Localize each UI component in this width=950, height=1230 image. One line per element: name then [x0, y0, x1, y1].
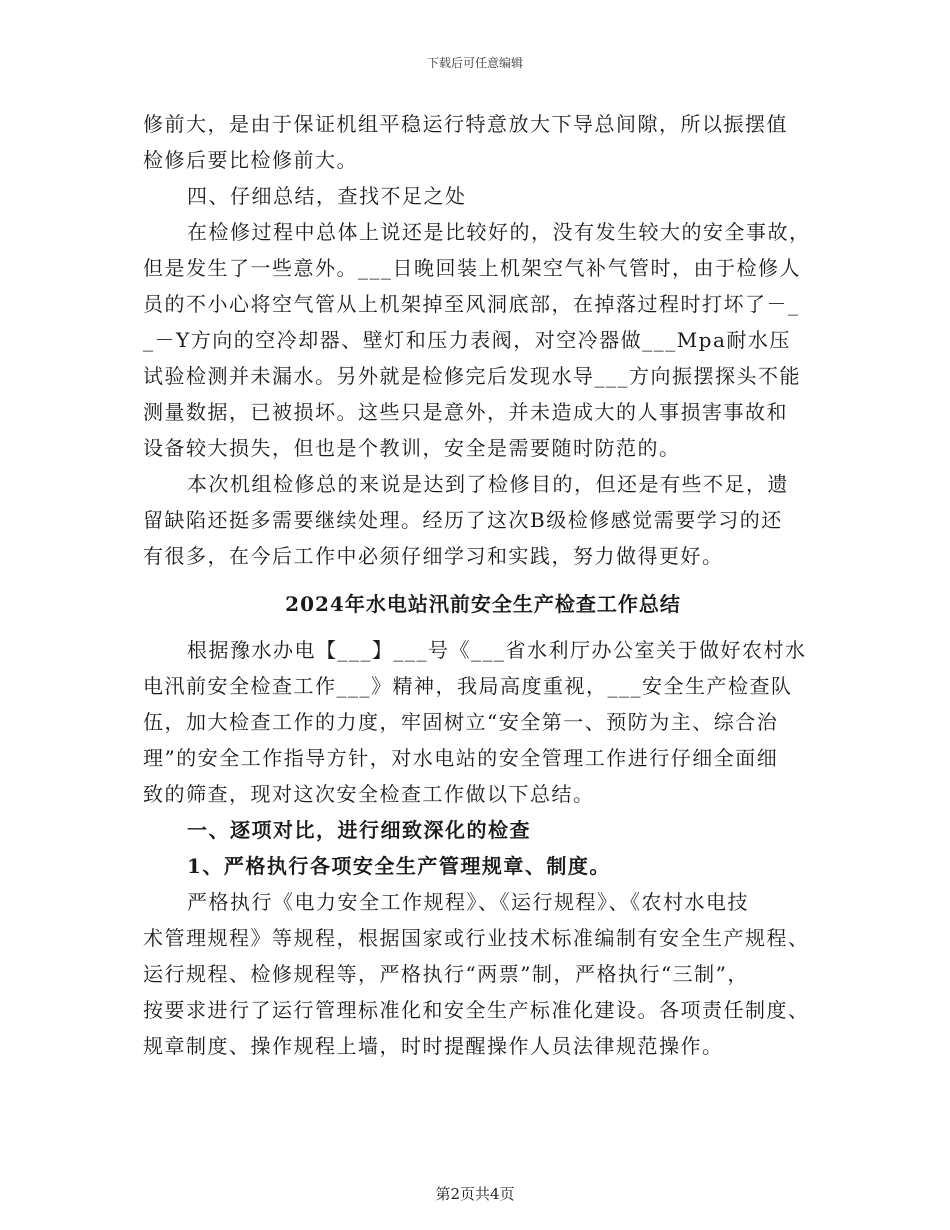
text-line: 电汛前安全检查工作___》精神，我局高度重视，___安全生产检查队 — [143, 674, 793, 698]
text-line: 运行规程、检修规程等，严格执行“两票”制，严格执行“三制”， — [143, 962, 749, 986]
text-line: 修前大，是由于保证机组平稳运行特意放大下导总间隙，所以振摆值 — [143, 112, 788, 136]
text-line: 理”的安全工作指导方针，对水电站的安全管理工作进行仔细全面细 — [143, 746, 779, 770]
text-line: 术管理规程》等规程，根据国家或行业技术标准编制有安全生产规程、 — [143, 926, 810, 950]
text-line: 检修后要比检修前大。 — [143, 148, 358, 172]
document-title: 2024年水电站汛前安全生产检查工作总结 — [285, 592, 681, 616]
section-heading-4: 四、仔细总结，查找不足之处 — [187, 184, 467, 208]
text-line: 致的筛查，现对这次安全检查工作做以下总结。 — [143, 782, 595, 806]
text-line: 严格执行《电力安全工作规程》、《运行规程》、《农村水电技 — [187, 890, 749, 914]
text-line: 本次机组检修总的来说是达到了检修目的，但还是有些不足，遗 — [187, 472, 789, 496]
text-line: _－Y方向的空冷却器、壁灯和压力表阀，对空冷器做___Mpa耐水压 — [143, 328, 791, 352]
text-line: 按要求进行了运行管理标准化和安全生产标准化建设。各项责任制度、 — [143, 998, 810, 1022]
header-note: 下载后可任意编辑 — [426, 56, 523, 70]
text-line: 根据豫水办电【___】___号《___省水利厅办公室关于做好农村水 — [187, 638, 807, 662]
text-line: 测量数据，已被损坏。这些只是意外，并未造成大的人事损害事故和 — [143, 400, 788, 424]
page-number: 第2页共4页 — [435, 1185, 515, 1203]
text-line: 在检修过程中总体上说还是比较好的，没有发生较大的安全事故， — [187, 220, 811, 244]
text-line: 规章制度、操作规程上墙，时时提醒操作人员法律规范操作。 — [143, 1034, 724, 1058]
text-line: 试验检测并未漏水。另外就是检修完后发现水导___方向振摆探头不能 — [143, 364, 801, 388]
text-line: 有很多，在今后工作中必须仔细学习和实践，努力做得更好。 — [143, 544, 724, 568]
text-line: 留缺陷还挺多需要继续处理。经历了这次B级检修感觉需要学习的还 — [143, 508, 783, 532]
subsection-heading-1: 1、严格执行各项安全生产管理规章、制度。 — [187, 854, 611, 878]
text-line: 设备较大损失，但也是个教训，安全是需要随时防范的。 — [143, 436, 681, 460]
text-line: 但是发生了一些意外。___日晚回装上机架空气补气管时，由于检修人 — [143, 256, 801, 280]
document-body — [143, 106, 843, 1064]
text-line: 伍，加大检查工作的力度，牢固树立“安全第一、预防为主、综合治 — [143, 710, 779, 734]
text-line: 员的不小心将空气管从上机架掉至风洞底部，在掉落过程时打坏了－_ — [143, 292, 800, 316]
section-heading-1: 一、逐项对比，进行细致深化的检查 — [187, 818, 531, 842]
